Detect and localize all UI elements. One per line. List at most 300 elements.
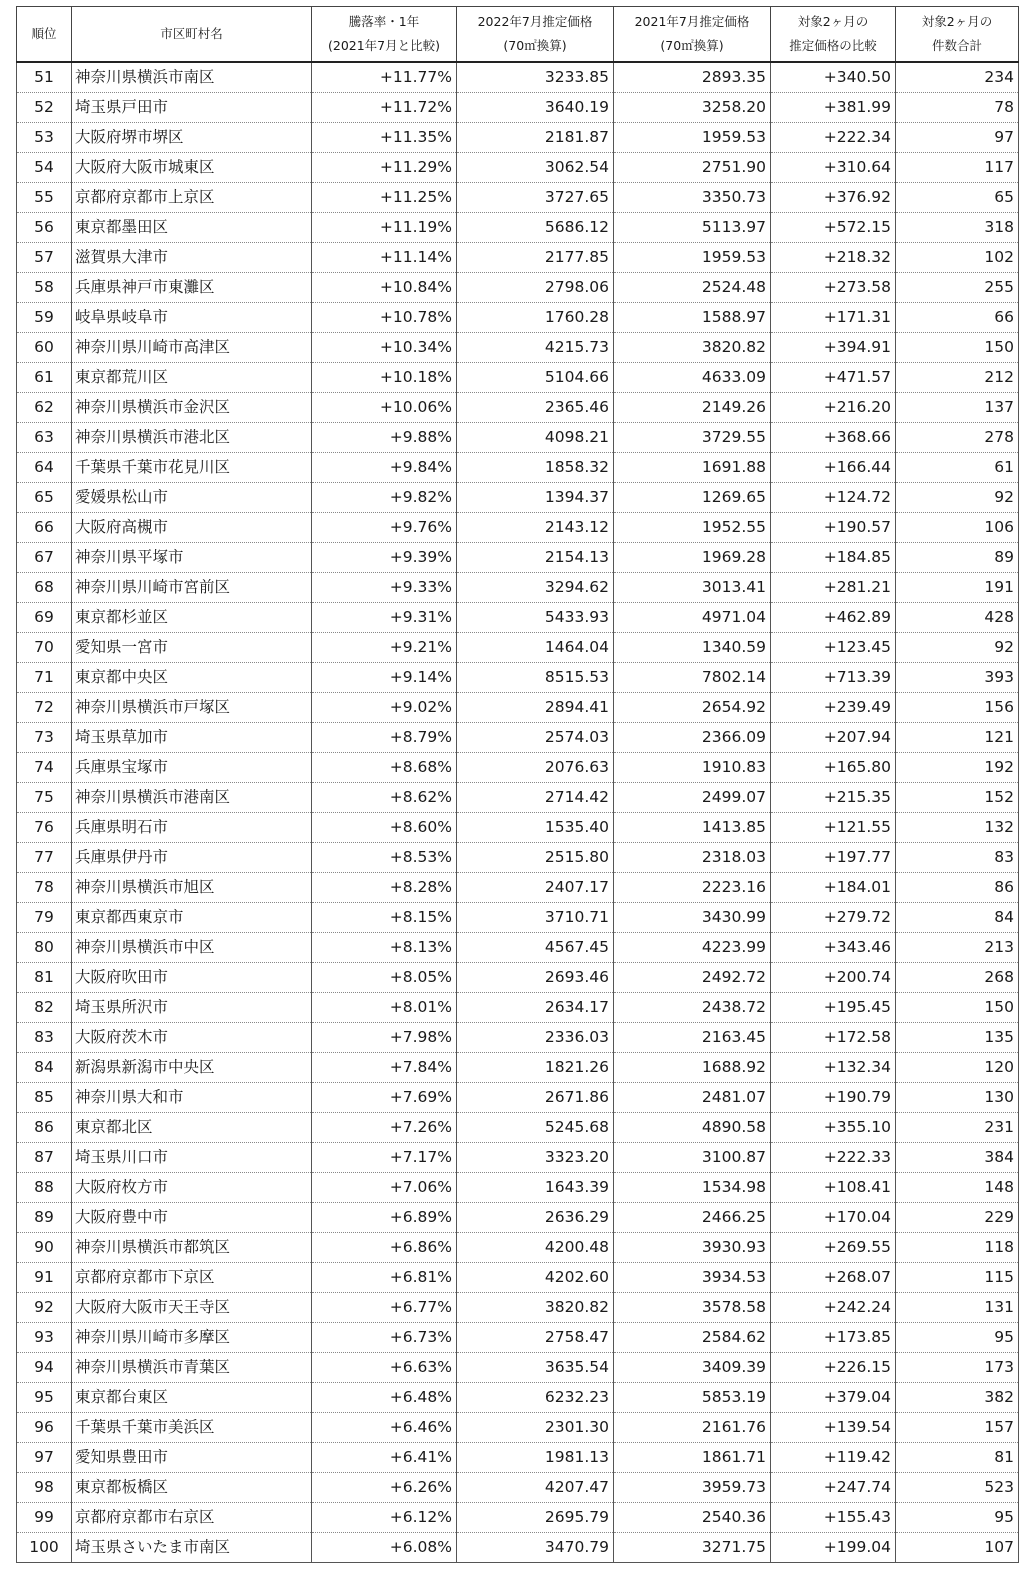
price-2021-cell: 4633.09	[614, 363, 771, 393]
price-2022-cell: 2365.46	[457, 393, 614, 423]
header-row	[17, 7, 1019, 63]
price-2022-cell: 1760.28	[457, 303, 614, 333]
count-cell: 84	[896, 903, 1019, 933]
price-2021-cell: 2524.48	[614, 273, 771, 303]
price-diff-cell: +343.46	[771, 933, 896, 963]
price-2022-cell: 5104.66	[457, 363, 614, 393]
municipality-cell: 神奈川県大和市	[72, 1083, 312, 1113]
municipality-cell: 神奈川県横浜市港南区	[72, 783, 312, 813]
table-row	[17, 723, 1019, 753]
municipality-cell: 愛知県一宮市	[72, 633, 312, 663]
change-rate-cell: +7.17%	[312, 1143, 457, 1173]
table-row	[17, 183, 1019, 213]
change-rate-cell: +8.62%	[312, 783, 457, 813]
table-row	[17, 153, 1019, 183]
price-diff-cell: +247.74	[771, 1473, 896, 1503]
count-cell: 318	[896, 213, 1019, 243]
price-2022-cell: 3294.62	[457, 573, 614, 603]
table-row	[17, 633, 1019, 663]
rank-cell: 85	[17, 1083, 72, 1113]
change-rate-cell: +11.29%	[312, 153, 457, 183]
count-cell: 118	[896, 1233, 1019, 1263]
price-2021-cell: 1959.53	[614, 243, 771, 273]
municipality-cell: 東京都中央区	[72, 663, 312, 693]
price-2021-cell: 2499.07	[614, 783, 771, 813]
table-row	[17, 1143, 1019, 1173]
rank-cell: 71	[17, 663, 72, 693]
count-cell: 107	[896, 1533, 1019, 1563]
price-2022-cell: 1535.40	[457, 813, 614, 843]
price-diff-cell: +170.04	[771, 1203, 896, 1233]
table-row	[17, 1263, 1019, 1293]
change-rate-cell: +8.05%	[312, 963, 457, 993]
count-cell: 97	[896, 123, 1019, 153]
price-2021-cell: 3430.99	[614, 903, 771, 933]
price-2021-cell: 2438.72	[614, 993, 771, 1023]
price-diff-cell: +184.01	[771, 873, 896, 903]
price-2022-cell: 2407.17	[457, 873, 614, 903]
price-diff-cell: +222.33	[771, 1143, 896, 1173]
rank-cell: 51	[17, 62, 72, 93]
change-rate-cell: +9.88%	[312, 423, 457, 453]
change-rate-cell: +8.79%	[312, 723, 457, 753]
count-cell: 106	[896, 513, 1019, 543]
change-rate-cell: +9.84%	[312, 453, 457, 483]
rank-cell: 73	[17, 723, 72, 753]
change-rate-cell: +9.02%	[312, 693, 457, 723]
price-2022-cell: 5686.12	[457, 213, 614, 243]
count-cell: 78	[896, 93, 1019, 123]
price-2021-cell: 1534.98	[614, 1173, 771, 1203]
price-2021-cell: 2366.09	[614, 723, 771, 753]
price-2022-cell: 3640.19	[457, 93, 614, 123]
change-rate-cell: +7.69%	[312, 1083, 457, 1113]
count-cell: 121	[896, 723, 1019, 753]
change-rate-cell: +6.86%	[312, 1233, 457, 1263]
price-diff-cell: +239.49	[771, 693, 896, 723]
price-diff-cell: +173.85	[771, 1323, 896, 1353]
table-row	[17, 423, 1019, 453]
rank-cell: 81	[17, 963, 72, 993]
price-2022-cell: 5433.93	[457, 603, 614, 633]
table-row	[17, 843, 1019, 873]
change-rate-cell: +11.72%	[312, 93, 457, 123]
rank-cell: 68	[17, 573, 72, 603]
price-2021-cell: 1691.88	[614, 453, 771, 483]
price-2022-cell: 3727.65	[457, 183, 614, 213]
change-rate-cell: +8.15%	[312, 903, 457, 933]
change-rate-cell: +9.21%	[312, 633, 457, 663]
change-rate-cell: +10.78%	[312, 303, 457, 333]
change-rate-cell: +6.48%	[312, 1383, 457, 1413]
price-2022-cell: 4567.45	[457, 933, 614, 963]
count-cell: 393	[896, 663, 1019, 693]
price-diff-cell: +155.43	[771, 1503, 896, 1533]
price-2022-cell: 1464.04	[457, 633, 614, 663]
count-cell: 86	[896, 873, 1019, 903]
municipality-cell: 兵庫県宝塚市	[72, 753, 312, 783]
price-2022-cell: 2515.80	[457, 843, 614, 873]
municipality-cell: 東京都西東京市	[72, 903, 312, 933]
price-2022-cell: 1821.26	[457, 1053, 614, 1083]
price-2022-cell: 2076.63	[457, 753, 614, 783]
municipality-cell: 神奈川県横浜市都筑区	[72, 1233, 312, 1263]
table-row	[17, 693, 1019, 723]
price-2022-cell: 4098.21	[457, 423, 614, 453]
header-price-2022	[457, 7, 614, 63]
municipality-cell: 東京都杉並区	[72, 603, 312, 633]
price-2021-cell: 2584.62	[614, 1323, 771, 1353]
count-cell: 234	[896, 62, 1019, 93]
price-diff-cell: +226.15	[771, 1353, 896, 1383]
table-row	[17, 243, 1019, 273]
price-diff-cell: +216.20	[771, 393, 896, 423]
price-2021-cell: 3820.82	[614, 333, 771, 363]
municipality-cell: 大阪府枚方市	[72, 1173, 312, 1203]
price-diff-cell: +376.92	[771, 183, 896, 213]
change-rate-cell: +10.34%	[312, 333, 457, 363]
price-2021-cell: 4223.99	[614, 933, 771, 963]
rank-cell: 89	[17, 1203, 72, 1233]
count-cell: 191	[896, 573, 1019, 603]
price-diff-cell: +273.58	[771, 273, 896, 303]
price-2021-cell: 3258.20	[614, 93, 771, 123]
price-2022-cell: 1858.32	[457, 453, 614, 483]
price-2021-cell: 7802.14	[614, 663, 771, 693]
price-2022-cell: 2695.79	[457, 1503, 614, 1533]
price-2022-cell: 4200.48	[457, 1233, 614, 1263]
municipality-cell: 神奈川県川崎市多摩区	[72, 1323, 312, 1353]
rank-cell: 62	[17, 393, 72, 423]
price-2021-cell: 3409.39	[614, 1353, 771, 1383]
municipality-cell: 兵庫県伊丹市	[72, 843, 312, 873]
change-rate-cell: +10.06%	[312, 393, 457, 423]
municipality-cell: 大阪府豊中市	[72, 1203, 312, 1233]
header-change-rate	[312, 7, 457, 63]
change-rate-cell: +8.60%	[312, 813, 457, 843]
municipality-cell: 神奈川県横浜市旭区	[72, 873, 312, 903]
count-cell: 384	[896, 1143, 1019, 1173]
municipality-cell: 岐阜県岐阜市	[72, 303, 312, 333]
count-cell: 92	[896, 483, 1019, 513]
price-diff-cell: +572.15	[771, 213, 896, 243]
header-count-line1: 対象2ヶ月の	[921, 14, 993, 29]
price-diff-cell: +200.74	[771, 963, 896, 993]
change-rate-cell: +9.76%	[312, 513, 457, 543]
table-row	[17, 1203, 1019, 1233]
rank-cell: 69	[17, 603, 72, 633]
price-2021-cell: 3934.53	[614, 1263, 771, 1293]
count-cell: 268	[896, 963, 1019, 993]
price-2021-cell: 4971.04	[614, 603, 771, 633]
municipality-cell: 大阪府高槻市	[72, 513, 312, 543]
count-cell: 120	[896, 1053, 1019, 1083]
price-2021-cell: 1688.92	[614, 1053, 771, 1083]
municipality-cell: 京都府京都市下京区	[72, 1263, 312, 1293]
count-cell: 523	[896, 1473, 1019, 1503]
table-row	[17, 1233, 1019, 1263]
price-2021-cell: 2893.35	[614, 62, 771, 93]
change-rate-cell: +8.28%	[312, 873, 457, 903]
price-diff-cell: +195.45	[771, 993, 896, 1023]
change-rate-cell: +11.14%	[312, 243, 457, 273]
price-diff-cell: +222.34	[771, 123, 896, 153]
municipality-cell: 埼玉県戸田市	[72, 93, 312, 123]
price-diff-cell: +190.57	[771, 513, 896, 543]
table-row	[17, 1503, 1019, 1533]
change-rate-cell: +6.41%	[312, 1443, 457, 1473]
price-2022-cell: 2154.13	[457, 543, 614, 573]
price-2021-cell: 2163.45	[614, 1023, 771, 1053]
table-row	[17, 513, 1019, 543]
table-row	[17, 1473, 1019, 1503]
table-row	[17, 873, 1019, 903]
rank-cell: 60	[17, 333, 72, 363]
rank-cell: 64	[17, 453, 72, 483]
rank-cell: 97	[17, 1443, 72, 1473]
change-rate-cell: +9.14%	[312, 663, 457, 693]
municipality-cell: 神奈川県横浜市金沢区	[72, 393, 312, 423]
price-2021-cell: 3930.93	[614, 1233, 771, 1263]
municipality-cell: 東京都北区	[72, 1113, 312, 1143]
table-row	[17, 1323, 1019, 1353]
municipality-cell: 埼玉県草加市	[72, 723, 312, 753]
price-2022-cell: 2714.42	[457, 783, 614, 813]
count-cell: 95	[896, 1323, 1019, 1353]
price-2021-cell: 2540.36	[614, 1503, 771, 1533]
change-rate-cell: +6.89%	[312, 1203, 457, 1233]
table-row	[17, 213, 1019, 243]
table-row	[17, 393, 1019, 423]
table-row	[17, 543, 1019, 573]
count-cell: 61	[896, 453, 1019, 483]
price-diff-cell: +215.35	[771, 783, 896, 813]
price-diff-cell: +171.31	[771, 303, 896, 333]
count-cell: 102	[896, 243, 1019, 273]
price-2022-cell: 2758.47	[457, 1323, 614, 1353]
table-row	[17, 1023, 1019, 1053]
table-row	[17, 933, 1019, 963]
municipality-cell: 滋賀県大津市	[72, 243, 312, 273]
count-cell: 95	[896, 1503, 1019, 1533]
count-cell: 130	[896, 1083, 1019, 1113]
header-price-2022-line1: 2022年7月推定価格	[477, 14, 593, 29]
table-row	[17, 603, 1019, 633]
price-2022-cell: 2143.12	[457, 513, 614, 543]
price-diff-cell: +279.72	[771, 903, 896, 933]
table-row	[17, 783, 1019, 813]
rank-cell: 79	[17, 903, 72, 933]
municipality-cell: 神奈川県横浜市南区	[72, 62, 312, 93]
price-2022-cell: 5245.68	[457, 1113, 614, 1143]
municipality-cell: 埼玉県川口市	[72, 1143, 312, 1173]
price-2022-cell: 3470.79	[457, 1533, 614, 1563]
price-2022-cell: 2181.87	[457, 123, 614, 153]
price-diff-cell: +197.77	[771, 843, 896, 873]
price-diff-cell: +218.32	[771, 243, 896, 273]
price-2022-cell: 2634.17	[457, 993, 614, 1023]
municipality-cell: 新潟県新潟市中央区	[72, 1053, 312, 1083]
change-rate-cell: +7.06%	[312, 1173, 457, 1203]
rank-cell: 83	[17, 1023, 72, 1053]
rank-cell: 65	[17, 483, 72, 513]
price-2021-cell: 5113.97	[614, 213, 771, 243]
header-change-rate-line1: 騰落率・1年	[348, 14, 420, 29]
header-municipality-line1: 市区町村名	[160, 26, 223, 41]
price-diff-cell: +340.50	[771, 62, 896, 93]
price-2021-cell: 1269.65	[614, 483, 771, 513]
price-2021-cell: 1959.53	[614, 123, 771, 153]
count-cell: 148	[896, 1173, 1019, 1203]
municipality-cell: 神奈川県川崎市宮前区	[72, 573, 312, 603]
rank-cell: 72	[17, 693, 72, 723]
change-rate-cell: +11.19%	[312, 213, 457, 243]
change-rate-cell: +9.39%	[312, 543, 457, 573]
price-diff-cell: +124.72	[771, 483, 896, 513]
price-diff-cell: +166.44	[771, 453, 896, 483]
price-2021-cell: 3729.55	[614, 423, 771, 453]
price-2021-cell: 1861.71	[614, 1443, 771, 1473]
price-diff-cell: +355.10	[771, 1113, 896, 1143]
change-rate-cell: +7.98%	[312, 1023, 457, 1053]
price-2021-cell: 2318.03	[614, 843, 771, 873]
price-diff-cell: +108.41	[771, 1173, 896, 1203]
change-rate-cell: +8.53%	[312, 843, 457, 873]
count-cell: 131	[896, 1293, 1019, 1323]
price-diff-cell: +199.04	[771, 1533, 896, 1563]
price-2021-cell: 2223.16	[614, 873, 771, 903]
change-rate-cell: +7.84%	[312, 1053, 457, 1083]
rank-cell: 57	[17, 243, 72, 273]
table-row	[17, 1293, 1019, 1323]
price-diff-cell: +123.45	[771, 633, 896, 663]
count-cell: 255	[896, 273, 1019, 303]
change-rate-cell: +8.01%	[312, 993, 457, 1023]
municipality-cell: 埼玉県所沢市	[72, 993, 312, 1023]
municipality-cell: 大阪府茨木市	[72, 1023, 312, 1053]
municipality-cell: 神奈川県横浜市青葉区	[72, 1353, 312, 1383]
count-cell: 132	[896, 813, 1019, 843]
rank-cell: 75	[17, 783, 72, 813]
count-cell: 192	[896, 753, 1019, 783]
municipality-cell: 愛媛県松山市	[72, 483, 312, 513]
change-rate-cell: +6.12%	[312, 1503, 457, 1533]
price-diff-cell: +121.55	[771, 813, 896, 843]
header-price-diff	[771, 7, 896, 63]
change-rate-cell: +6.77%	[312, 1293, 457, 1323]
price-2022-cell: 1394.37	[457, 483, 614, 513]
rank-cell: 99	[17, 1503, 72, 1533]
price-2022-cell: 2693.46	[457, 963, 614, 993]
table-row	[17, 663, 1019, 693]
price-2022-cell: 3635.54	[457, 1353, 614, 1383]
price-diff-cell: +132.34	[771, 1053, 896, 1083]
change-rate-cell: +11.77%	[312, 62, 457, 93]
price-diff-cell: +368.66	[771, 423, 896, 453]
header-rank-line1: 順位	[31, 26, 57, 41]
municipality-cell: 愛知県豊田市	[72, 1443, 312, 1473]
price-2021-cell: 2751.90	[614, 153, 771, 183]
table-row	[17, 453, 1019, 483]
price-2022-cell: 4215.73	[457, 333, 614, 363]
table-body	[17, 62, 1019, 1563]
rank-cell: 90	[17, 1233, 72, 1263]
change-rate-cell: +6.08%	[312, 1533, 457, 1563]
price-2022-cell: 3233.85	[457, 62, 614, 93]
price-diff-cell: +381.99	[771, 93, 896, 123]
rank-cell: 91	[17, 1263, 72, 1293]
rank-cell: 87	[17, 1143, 72, 1173]
rank-cell: 52	[17, 93, 72, 123]
count-cell: 212	[896, 363, 1019, 393]
municipality-cell: 東京都台東区	[72, 1383, 312, 1413]
municipality-cell: 東京都墨田区	[72, 213, 312, 243]
rank-cell: 82	[17, 993, 72, 1023]
header-rank	[17, 7, 72, 63]
rank-cell: 93	[17, 1323, 72, 1353]
price-2021-cell: 2466.25	[614, 1203, 771, 1233]
count-cell: 89	[896, 543, 1019, 573]
price-2021-cell: 2492.72	[614, 963, 771, 993]
price-2022-cell: 2894.41	[457, 693, 614, 723]
change-rate-cell: +6.26%	[312, 1473, 457, 1503]
header-price-diff-line1: 対象2ヶ月の	[797, 14, 869, 29]
rank-cell: 84	[17, 1053, 72, 1083]
header-price-2022-line2: (70㎡換算)	[503, 38, 567, 53]
price-2021-cell: 1588.97	[614, 303, 771, 333]
table-row	[17, 483, 1019, 513]
change-rate-cell: +8.68%	[312, 753, 457, 783]
price-2021-cell: 1910.83	[614, 753, 771, 783]
price-2021-cell: 1413.85	[614, 813, 771, 843]
municipality-cell: 大阪府大阪市城東区	[72, 153, 312, 183]
change-rate-cell: +9.33%	[312, 573, 457, 603]
rank-cell: 78	[17, 873, 72, 903]
count-cell: 382	[896, 1383, 1019, 1413]
change-rate-cell: +6.46%	[312, 1413, 457, 1443]
price-2022-cell: 2301.30	[457, 1413, 614, 1443]
price-2021-cell: 3578.58	[614, 1293, 771, 1323]
change-rate-cell: +11.25%	[312, 183, 457, 213]
rank-cell: 86	[17, 1113, 72, 1143]
count-cell: 152	[896, 783, 1019, 813]
price-2021-cell: 2654.92	[614, 693, 771, 723]
table-row	[17, 993, 1019, 1023]
price-diff-cell: +119.42	[771, 1443, 896, 1473]
price-2022-cell: 4207.47	[457, 1473, 614, 1503]
price-diff-cell: +462.89	[771, 603, 896, 633]
price-2021-cell: 2161.76	[614, 1413, 771, 1443]
table-row	[17, 1533, 1019, 1563]
price-2022-cell: 3323.20	[457, 1143, 614, 1173]
rank-cell: 77	[17, 843, 72, 873]
table-row	[17, 753, 1019, 783]
change-rate-cell: +6.81%	[312, 1263, 457, 1293]
change-rate-cell: +6.73%	[312, 1323, 457, 1353]
rank-cell: 74	[17, 753, 72, 783]
table-row	[17, 1113, 1019, 1143]
count-cell: 213	[896, 933, 1019, 963]
price-2022-cell: 6232.23	[457, 1383, 614, 1413]
price-2022-cell: 3710.71	[457, 903, 614, 933]
table-row	[17, 1083, 1019, 1113]
price-2022-cell: 1643.39	[457, 1173, 614, 1203]
price-2021-cell: 5853.19	[614, 1383, 771, 1413]
price-diff-cell: +394.91	[771, 333, 896, 363]
rank-cell: 56	[17, 213, 72, 243]
count-cell: 115	[896, 1263, 1019, 1293]
ranking-table	[16, 6, 1019, 1563]
